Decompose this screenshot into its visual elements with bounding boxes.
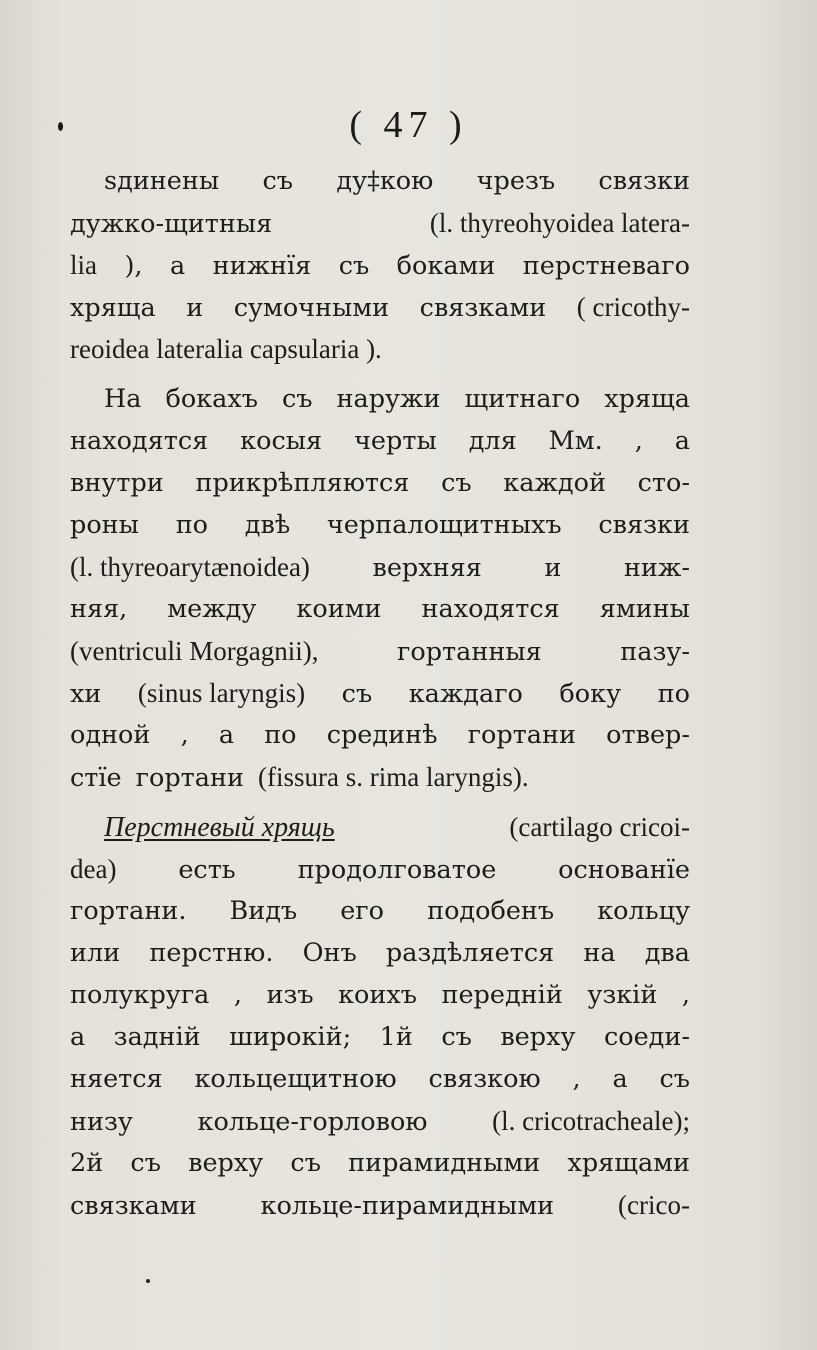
text-word: а bbox=[169, 251, 186, 281]
text-word: а bbox=[674, 426, 690, 456]
text-word: а bbox=[612, 1064, 628, 1094]
text-word: коихъ bbox=[338, 980, 417, 1010]
text-word: (fissura s. rima laryngis). bbox=[257, 762, 529, 792]
text-word: стїе bbox=[70, 763, 122, 793]
text-word: сто- bbox=[637, 468, 690, 498]
text-word: кольце-пирамидными bbox=[260, 1191, 555, 1221]
text-word: низу bbox=[70, 1107, 133, 1137]
text-word: перстню. bbox=[149, 938, 274, 968]
text-word: кольцещитною bbox=[194, 1064, 397, 1094]
text-word: а bbox=[70, 1022, 86, 1052]
ink-mark bbox=[146, 1279, 150, 1283]
text-line bbox=[70, 244, 690, 286]
text-word: кольце-горловою bbox=[197, 1107, 428, 1137]
text-word: съ bbox=[341, 679, 373, 709]
text-word: ѕдинены bbox=[104, 166, 220, 196]
text-line bbox=[70, 756, 690, 798]
text-word: dea) bbox=[70, 854, 117, 884]
text-word: прикрѣпляются bbox=[195, 468, 410, 498]
text-word: съ bbox=[338, 251, 370, 281]
text-line bbox=[70, 672, 690, 714]
text-word: reoidea lateralia capsularia ). bbox=[70, 334, 382, 364]
text-line bbox=[70, 890, 690, 932]
text-line bbox=[70, 630, 690, 672]
text-word: , bbox=[681, 980, 690, 1010]
text-word: одной bbox=[70, 720, 151, 750]
text-word: соеди- bbox=[603, 1022, 690, 1052]
text-word: связками bbox=[419, 293, 547, 323]
text-word: двѣ bbox=[244, 510, 291, 540]
text-word: косыя bbox=[240, 426, 323, 456]
text-word: гортани bbox=[467, 720, 576, 750]
text-word: (l. thyreoarytænoidea) bbox=[70, 552, 310, 582]
text-word: съ bbox=[290, 1148, 321, 1178]
text-word: по bbox=[264, 720, 297, 750]
text-word: продолговатое bbox=[297, 855, 497, 885]
text-word: (cartilago cricoi- bbox=[509, 812, 690, 842]
text-word: , bbox=[572, 1064, 581, 1094]
text-word: боку bbox=[559, 679, 622, 709]
text-word: черты bbox=[354, 426, 437, 456]
page-number-header: ( 47 ) bbox=[349, 104, 468, 146]
text-line bbox=[70, 1016, 690, 1058]
text-word: связки bbox=[598, 510, 690, 540]
text-line bbox=[70, 504, 690, 546]
text-word: по bbox=[657, 679, 690, 709]
text-word: гортанныя bbox=[396, 637, 542, 667]
text-line bbox=[70, 286, 690, 328]
text-word: или bbox=[70, 938, 121, 968]
text-word: гортани. bbox=[70, 896, 187, 926]
text-word: наружи bbox=[336, 384, 441, 414]
text-word: хряща bbox=[70, 293, 156, 323]
text-line bbox=[70, 714, 690, 756]
text-word: съ bbox=[441, 468, 472, 498]
text-word: (l. cricotracheale); bbox=[492, 1106, 690, 1136]
text-word: 1й bbox=[379, 1022, 413, 1052]
text-word: няется bbox=[70, 1064, 163, 1094]
text-word: съ bbox=[130, 1148, 161, 1178]
text-line bbox=[70, 974, 690, 1016]
text-word: верху bbox=[500, 1022, 576, 1052]
text-word: (crico- bbox=[618, 1190, 690, 1220]
text-word: полукруга bbox=[70, 980, 210, 1010]
text-word: съ bbox=[659, 1064, 690, 1094]
text-word: раздѣляется bbox=[385, 938, 555, 968]
text-word: ду‡кою bbox=[336, 166, 434, 196]
text-word: (ventriculi Morgagnii), bbox=[70, 636, 319, 666]
text-word: и bbox=[544, 553, 562, 583]
text-word: отвер- bbox=[606, 720, 690, 750]
text-line bbox=[70, 546, 690, 588]
text-word: каждой bbox=[503, 468, 606, 498]
text-word: узкій bbox=[587, 980, 658, 1010]
text-word: ямины bbox=[599, 594, 690, 624]
paragraph-gap bbox=[70, 798, 690, 806]
text-word: перстневаго bbox=[522, 251, 690, 281]
text-line bbox=[70, 328, 690, 370]
text-word: связки bbox=[598, 166, 690, 196]
text-word: между bbox=[167, 594, 257, 624]
text-word: изъ bbox=[266, 980, 314, 1010]
text-line bbox=[70, 462, 690, 504]
text-word: нижнїя bbox=[212, 251, 312, 281]
text-line bbox=[70, 932, 690, 974]
text-word: съ bbox=[441, 1022, 472, 1052]
text-word: пазу- bbox=[620, 637, 690, 667]
text-word: ниж- bbox=[623, 553, 690, 583]
text-word: хрящами bbox=[567, 1148, 690, 1178]
text-word: задній bbox=[113, 1022, 201, 1052]
text-word: для bbox=[468, 426, 517, 456]
text-word: сумочными bbox=[233, 293, 390, 323]
text-word: ), bbox=[124, 251, 143, 281]
text-word: верху bbox=[188, 1148, 264, 1178]
text-word: связкою bbox=[428, 1064, 541, 1094]
text-word: , bbox=[634, 426, 643, 456]
text-word: щитнаго bbox=[464, 384, 581, 414]
text-line bbox=[70, 1142, 690, 1184]
text-word: Видъ bbox=[229, 896, 298, 926]
text-word: а bbox=[218, 720, 235, 750]
text-word: на bbox=[583, 938, 616, 968]
text-word: связками bbox=[70, 1191, 197, 1221]
text-line bbox=[70, 806, 690, 848]
text-line bbox=[70, 1184, 690, 1226]
text-word: находятся bbox=[421, 594, 560, 624]
text-line bbox=[70, 1058, 690, 1100]
text-word: кольцу bbox=[597, 896, 690, 926]
text-line bbox=[70, 588, 690, 630]
text-word: по bbox=[175, 510, 209, 540]
text-word: широкій; bbox=[229, 1022, 352, 1052]
text-word: хряща bbox=[604, 384, 690, 414]
text-word: передній bbox=[441, 980, 563, 1010]
text-word: внутри bbox=[70, 468, 164, 498]
text-word: Перстневый хрящь bbox=[104, 812, 335, 843]
text-word: и bbox=[186, 293, 204, 323]
text-word: роны bbox=[70, 510, 139, 540]
text-word: черпалощитныхъ bbox=[326, 510, 562, 540]
text-word: (sinus laryngis) bbox=[137, 678, 306, 708]
text-word: боками bbox=[396, 251, 496, 281]
text-word: его bbox=[340, 896, 385, 926]
text-word: находятся bbox=[70, 426, 209, 456]
text-word: срединѣ bbox=[326, 720, 438, 750]
text-word: (l. thyreohyoidea latera- bbox=[429, 208, 690, 238]
text-line bbox=[70, 378, 690, 420]
text-word: коими bbox=[296, 594, 382, 624]
text-word: хи bbox=[70, 679, 102, 709]
text-line bbox=[70, 1100, 690, 1142]
text-word: , bbox=[233, 980, 242, 1010]
text-word: гортани bbox=[135, 763, 244, 793]
text-body bbox=[70, 160, 690, 1226]
text-word: чрезъ bbox=[476, 166, 556, 196]
text-line bbox=[70, 848, 690, 890]
text-word: съ bbox=[281, 384, 313, 414]
text-word: Мм. bbox=[548, 426, 603, 456]
text-line bbox=[70, 160, 690, 202]
text-word: Онъ bbox=[302, 938, 357, 968]
paragraph-gap bbox=[70, 370, 690, 378]
text-word: бокахъ bbox=[165, 384, 258, 414]
text-word: дужко-щитныя bbox=[70, 209, 273, 239]
text-word: каждаго bbox=[408, 679, 523, 709]
text-word: съ bbox=[262, 166, 294, 196]
text-word: lia bbox=[70, 250, 97, 280]
text-word: есть bbox=[178, 855, 236, 885]
text-word: , bbox=[180, 720, 189, 750]
text-word: На bbox=[104, 384, 142, 414]
text-word: подобенъ bbox=[427, 896, 555, 926]
text-word: пирамидными bbox=[348, 1148, 541, 1178]
text-line bbox=[70, 420, 690, 462]
text-word: 2й bbox=[70, 1148, 104, 1178]
text-word: ( cricothy- bbox=[576, 292, 690, 322]
text-word: верхняя bbox=[372, 553, 482, 583]
text-word: два bbox=[644, 938, 690, 968]
text-word: основанїе bbox=[558, 855, 690, 885]
text-line bbox=[70, 202, 690, 244]
text-word: няя, bbox=[70, 594, 128, 624]
